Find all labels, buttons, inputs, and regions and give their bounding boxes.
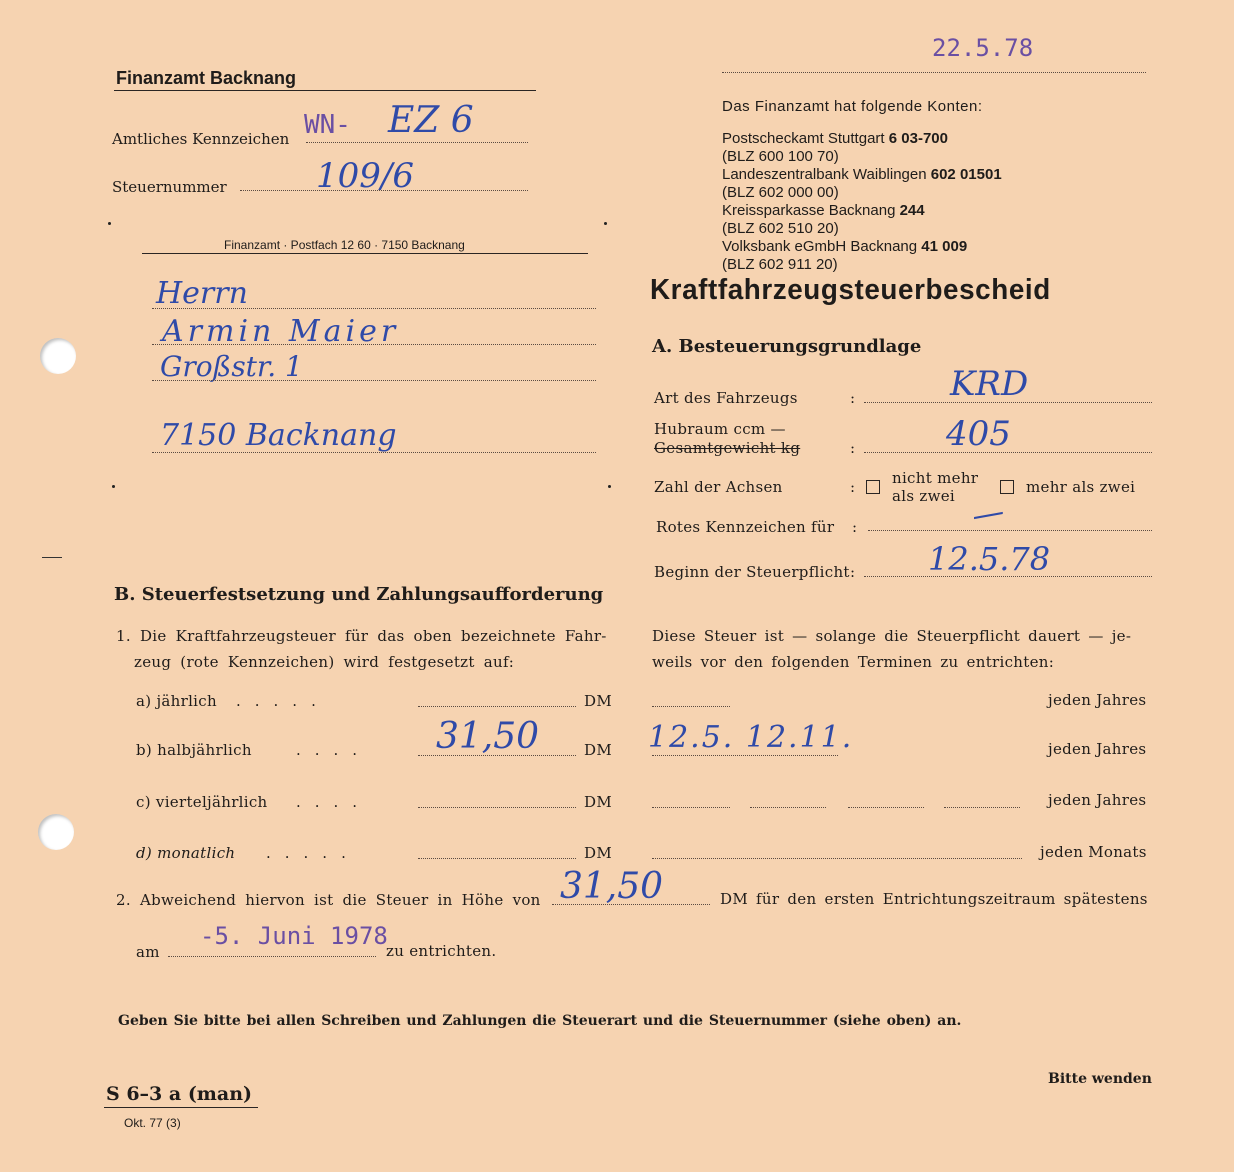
date-stamp: 22.5.78 bbox=[932, 34, 1034, 62]
account-line: Volksbank eGmbH Backnang 41 009 bbox=[722, 238, 968, 255]
steuernummer-handwritten: 109/6 bbox=[316, 156, 414, 196]
achsen-option-1a: nicht mehr bbox=[892, 469, 979, 487]
row-vierteljaehrlich-suffix: jeden Jahres bbox=[1048, 791, 1147, 809]
row-vierteljaehrlich-terms-line bbox=[848, 807, 924, 808]
punch-hole-bottom bbox=[38, 814, 74, 850]
gewicht-label: Gesamtgewicht kg bbox=[654, 439, 801, 457]
row-monatlich-suffix: jeden Monats bbox=[1040, 843, 1147, 861]
kennzeichen-line bbox=[306, 142, 528, 143]
row-vierteljaehrlich-amount-line bbox=[418, 807, 576, 808]
corner-dot bbox=[608, 485, 611, 488]
row-halbjaehrlich-amount: 31,50 bbox=[436, 716, 540, 757]
row-halbjaehrlich-terms-line bbox=[652, 755, 838, 756]
row-vierteljaehrlich-terms-line bbox=[944, 807, 1020, 808]
hubraum-label: Hubraum ccm — bbox=[654, 420, 786, 438]
row-dots-leader: .... bbox=[296, 793, 372, 811]
intro-right-1: Diese Steuer ist — solange die Steuerpflicht dauert — je- bbox=[652, 627, 1132, 645]
row-vierteljaehrlich-terms-line bbox=[750, 807, 826, 808]
rotes-colon: : bbox=[852, 518, 858, 536]
account-line: Landeszentralbank Waiblingen 602 01501 bbox=[722, 166, 1002, 183]
account-line: (BLZ 600 100 70) bbox=[722, 148, 839, 165]
am-date-stamp: -5. Juni 1978 bbox=[200, 922, 388, 950]
row-jaehrlich-currency: DM bbox=[584, 692, 612, 710]
corner-dot bbox=[112, 485, 115, 488]
corner-dot bbox=[108, 222, 111, 225]
am-line bbox=[168, 956, 376, 957]
zu-entrichten: zu entrichten. bbox=[386, 942, 497, 960]
hubraum-colon: : bbox=[850, 439, 856, 457]
address-line bbox=[152, 308, 596, 309]
row-monatlich-currency: DM bbox=[584, 844, 612, 862]
kennzeichen-stamp: WN- bbox=[304, 110, 351, 140]
intro-left-2: zeug (rote Kennzeichen) wird festgesetzt auf: bbox=[134, 653, 515, 671]
row-halbjaehrlich-currency: DM bbox=[584, 741, 612, 759]
document-title: Kraftfahrzeugsteuerbescheid bbox=[650, 274, 1051, 306]
item2-prefix: 2. Abweichend hiervon ist die Steuer in Höhe von bbox=[116, 891, 541, 909]
art-label: Art des Fahrzeugs bbox=[654, 389, 798, 407]
account-line: (BLZ 602 000 00) bbox=[722, 184, 839, 201]
address-line bbox=[152, 380, 596, 381]
art-colon: : bbox=[850, 389, 856, 407]
row-jaehrlich-label: a) jährlich bbox=[136, 692, 217, 710]
account-line: Postscheckamt Stuttgart 6 03-700 bbox=[722, 130, 948, 147]
recipient-line-2: Armin Maier bbox=[162, 314, 400, 349]
row-monatlich-label: d) monatlich bbox=[136, 844, 236, 862]
rotes-label: Rotes Kennzeichen für bbox=[656, 518, 835, 536]
footer-note: Geben Sie bitte bei allen Schreiben und Zahlungen die Steuerart und die Steuernummer (siehe oben) an. bbox=[118, 1013, 962, 1029]
row-jaehrlich-amount-line bbox=[418, 706, 576, 707]
fold-mark bbox=[42, 557, 62, 558]
beginn-colon: : bbox=[850, 563, 856, 581]
row-dots-leader: ..... bbox=[266, 844, 360, 862]
achsen-colon: : bbox=[850, 478, 856, 496]
kennzeichen-handwritten: EZ 6 bbox=[388, 100, 474, 141]
achsen-checkbox-2[interactable] bbox=[1000, 480, 1014, 494]
recipient-line-1: Herrn bbox=[156, 276, 248, 311]
recipient-line-3: Großstr. 1 bbox=[160, 350, 303, 383]
row-vierteljaehrlich-currency: DM bbox=[584, 793, 612, 811]
form-code: S 6–3 a (man) bbox=[106, 1083, 253, 1105]
intro-right-2: weils vor den folgenden Terminen zu entrichten: bbox=[652, 653, 1055, 671]
row-jaehrlich-suffix: jeden Jahres bbox=[1048, 691, 1147, 709]
office-name-rule bbox=[114, 90, 536, 91]
corner-dot bbox=[604, 222, 607, 225]
row-vierteljaehrlich-terms-line bbox=[652, 807, 730, 808]
item2-amount: 31,50 bbox=[560, 866, 664, 907]
am-label: am bbox=[136, 943, 160, 961]
intro-left-1: 1. Die Kraftfahrzeugsteuer für das oben bezeichnete Fahr- bbox=[116, 627, 607, 645]
row-dots-leader: .... bbox=[296, 741, 372, 759]
achsen-option-1b: als zwei bbox=[892, 487, 956, 505]
recipient-line-4: 7150 Backnang bbox=[160, 418, 397, 453]
steuernummer-label: Steuernummer bbox=[112, 178, 227, 196]
hubraum-value: 405 bbox=[946, 414, 1011, 454]
account-line: (BLZ 602 510 20) bbox=[722, 220, 839, 237]
return-address: Finanzamt · Postfach 12 60 · 7150 Backnang bbox=[224, 238, 465, 252]
row-halbjaehrlich-label: b) halbjährlich bbox=[136, 741, 252, 759]
section-a-title: A. Besteuerungsgrundlage bbox=[652, 336, 922, 357]
row-jaehrlich-terms-line bbox=[652, 706, 730, 707]
office-name: Finanzamt Backnang bbox=[116, 68, 297, 88]
form-date: Okt. 77 (3) bbox=[124, 1116, 181, 1130]
item2-suffix: DM für den ersten Entrichtungszeitraum spätestens bbox=[720, 890, 1148, 908]
address-line bbox=[152, 452, 596, 453]
beginn-value: 12.5.78 bbox=[928, 540, 1051, 578]
achsen-checkbox-1[interactable] bbox=[866, 480, 880, 494]
rotes-line bbox=[868, 530, 1152, 531]
address-line bbox=[152, 344, 596, 345]
account-line: Kreissparkasse Backnang 244 bbox=[722, 202, 925, 219]
beginn-label: Beginn der Steuerpflicht bbox=[654, 563, 850, 581]
row-halbjaehrlich-suffix: jeden Jahres bbox=[1048, 740, 1147, 758]
row-halbjaehrlich-terms: 12.5. 12.11. bbox=[648, 720, 854, 755]
punch-hole-top bbox=[40, 338, 76, 374]
return-address-rule bbox=[142, 253, 588, 254]
row-vierteljaehrlich-label: c) vierteljährlich bbox=[136, 793, 268, 811]
accounts-title: Das Finanzamt hat folgende Konten: bbox=[722, 98, 983, 115]
row-monatlich-terms-line bbox=[652, 858, 1022, 859]
achsen-option-2: mehr als zwei bbox=[1026, 478, 1136, 496]
rotes-value: — bbox=[968, 491, 1008, 535]
kennzeichen-label: Amtliches Kennzeichen bbox=[112, 130, 290, 148]
achsen-label: Zahl der Achsen bbox=[654, 478, 783, 496]
accounts-list bbox=[722, 130, 1002, 274]
account-line: (BLZ 602 911 20) bbox=[722, 256, 838, 273]
bitte-wenden: Bitte wenden bbox=[1048, 1071, 1152, 1087]
art-value: KRD bbox=[950, 364, 1029, 404]
date-line bbox=[722, 72, 1146, 73]
form-code-rule bbox=[104, 1107, 258, 1108]
row-monatlich-amount-line bbox=[418, 858, 576, 859]
row-dots-leader: ..... bbox=[236, 692, 330, 710]
section-b-title: B. Steuerfestsetzung und Zahlungsaufforderung bbox=[114, 584, 604, 605]
